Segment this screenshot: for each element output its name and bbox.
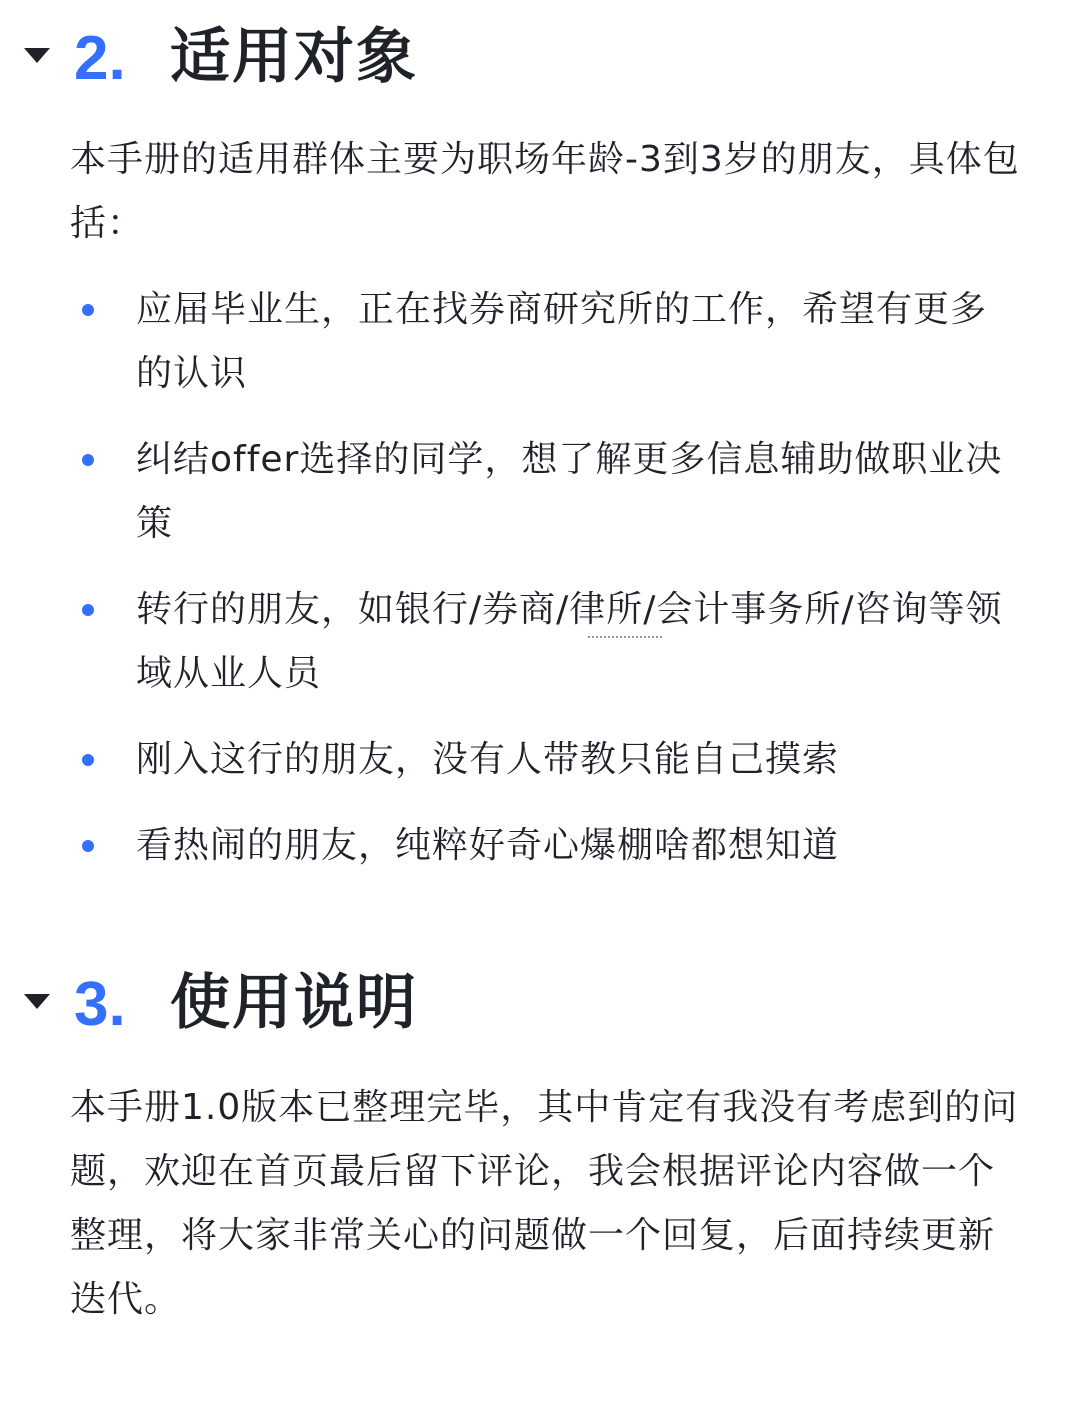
caret-down-icon[interactable]	[24, 994, 50, 1009]
list-item-text: 刚入这行的朋友，没有人带教只能自己摸索	[136, 739, 840, 780]
section-3-title: 使用说明	[170, 968, 418, 1038]
comment-underline[interactable]	[588, 636, 662, 638]
bullet-dot-icon	[82, 754, 94, 766]
bullet-dot-icon	[82, 304, 94, 316]
section-2-intro: 本手册的适用群体主要为职场年龄-3到3岁的朋友，具体包括：	[70, 139, 1020, 244]
bullet-dot-icon	[82, 454, 94, 466]
list-item-text: 纠结offer选择的同学，想了解更多信息辅助做职业决策	[136, 439, 1003, 544]
section-3-body: 本手册1.0版本已整理完毕，其中肯定有我没有考虑到的问题，欢迎在首页最后留下评论，我会根据评论内容做一个整理，将大家非常关心的问题做一个回复，后面持续更新迭代。	[70, 1087, 1019, 1320]
list-item-text: 转行的朋友，如银行/券商/律所/会计事务所/咨询等领域从业人员	[136, 589, 1003, 694]
bullet-dot-icon	[82, 604, 94, 616]
section-3-heading	[0, 964, 1080, 1054]
section-2-heading	[0, 18, 1080, 108]
section-2-title: 适用对象	[170, 22, 418, 92]
section-2-number: 2.	[74, 24, 126, 93]
list-item-text: 应届毕业生，正在找券商研究所的工作，希望有更多的认识	[136, 289, 988, 394]
section-3-number: 3.	[74, 970, 126, 1039]
list-item-text: 看热闹的朋友，纯粹好奇心爆棚啥都想知道	[136, 825, 840, 866]
caret-down-icon[interactable]	[24, 48, 50, 63]
bullet-dot-icon	[82, 840, 94, 852]
